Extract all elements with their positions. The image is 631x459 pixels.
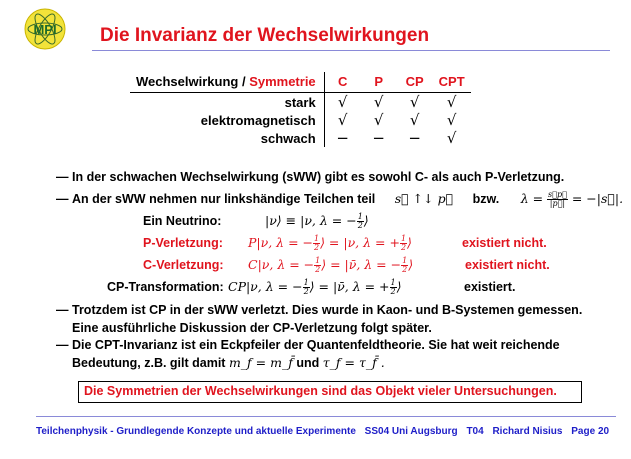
bullet-2: — An der sWW nehmen nur linkshändige Teilchen teil s⃗ ↑↓ p⃗ bzw. λ = $\frac{s⃗p⃗}{|p⃗|}$ = −|s⃗|. xyxy=(56,190,624,208)
cell: √ xyxy=(373,93,384,111)
col-p: P xyxy=(361,72,397,93)
footer-term: SS04 Uni Augsburg xyxy=(364,426,458,437)
footer xyxy=(36,426,615,437)
eq-neutrino: Ein Neutrino: |ν⟩ ≡ |ν, λ = − $\frac{1}{2}$ ⟩ xyxy=(143,212,369,230)
conclusion-text: Die Symmetrien der Wechselwirkungen sind das Objekt vieler Untersuchungen. xyxy=(84,384,557,398)
page-title: Die Invarianz der Wechselwirkungen xyxy=(100,25,430,46)
title-divider xyxy=(92,50,610,51)
footer-course: Teilchenphysik - Grundlegende Konzepte und aktuelle Experimente xyxy=(36,426,356,437)
row-label: elektromagnetisch xyxy=(130,111,324,129)
cell: √ xyxy=(373,111,384,129)
cell: √ xyxy=(409,111,420,129)
atom-icon xyxy=(24,8,66,50)
spin-momentum-math: s⃗ ↑↓ p⃗ xyxy=(394,191,454,206)
eq-c-violation: C-Verletzung: C|ν, λ = − $\frac{1}{2}$ ⟩ = |ν̄, λ = − $\frac{1}{2}$ ⟩ existiert nicht. xyxy=(143,256,550,274)
table-header-row xyxy=(130,72,471,93)
cell: √ xyxy=(337,93,348,111)
symmetry-table xyxy=(130,72,471,147)
row-label: schwach xyxy=(130,129,324,147)
table-row xyxy=(130,111,471,129)
col-cp: CP xyxy=(397,72,433,93)
conclusion-box xyxy=(78,381,582,403)
cell: √ xyxy=(409,93,420,111)
bullet-4: — Die CPT-Invarianz ist ein Eckpfeiler der Quantenfeldtheorie. Sie hat weit reichende xyxy=(56,338,560,352)
cell: √ xyxy=(446,93,457,111)
table-row xyxy=(130,129,471,147)
footer-author: Richard Nisius xyxy=(492,426,563,437)
cell: − xyxy=(336,129,349,147)
mpi-logo xyxy=(24,8,66,50)
helicity-math: λ = $\frac{s⃗p⃗}{|p⃗|}$ = −|s⃗|. xyxy=(520,190,624,208)
cell: √ xyxy=(446,111,457,129)
cell: − xyxy=(408,129,421,147)
col-c: C xyxy=(324,72,361,93)
row-label: stark xyxy=(130,93,324,112)
eq-cp-transformation: CP-Transformation: CP|ν, λ = − $\frac{1}{2}$ ⟩ = |ν̄, λ = + $\frac{1}{2}$ ⟩ existiert. xyxy=(107,278,516,296)
cell: √ xyxy=(337,111,348,129)
bullet-3: — Trotzdem ist CP in der sWW verletzt. Dies wurde in Kaon- und B-Systemen gemessen. xyxy=(56,303,583,317)
logo-text: MPI xyxy=(33,22,57,37)
footer-code: T04 xyxy=(466,426,484,437)
cell: − xyxy=(372,129,385,147)
eq-p-violation: P-Verletzung: P|ν, λ = − $\frac{1}{2}$ ⟩ = |ν, λ = + $\frac{1}{2}$ ⟩ existiert nicht. xyxy=(143,234,547,252)
table-row xyxy=(130,93,471,112)
bullet-1: — In der schwachen Wechselwirkung (sWW) gibt es sowohl C- als auch P-Verletzung. xyxy=(56,170,565,184)
header-label: Wechselwirkung / Symmetrie xyxy=(130,72,324,93)
bullet-3-cont: Eine ausführliche Diskussion der CP-Verletzung folgt später. xyxy=(72,321,432,335)
footer-page: Page 20 xyxy=(571,426,610,437)
col-cpt: CPT xyxy=(433,72,471,93)
cell: √ xyxy=(446,129,457,147)
bullet-4-cont: Bedeutung, z.B. gilt damit m_f = m_f̄ und τ_f = τ_f̄ . xyxy=(72,355,385,370)
footer-divider xyxy=(36,416,616,417)
